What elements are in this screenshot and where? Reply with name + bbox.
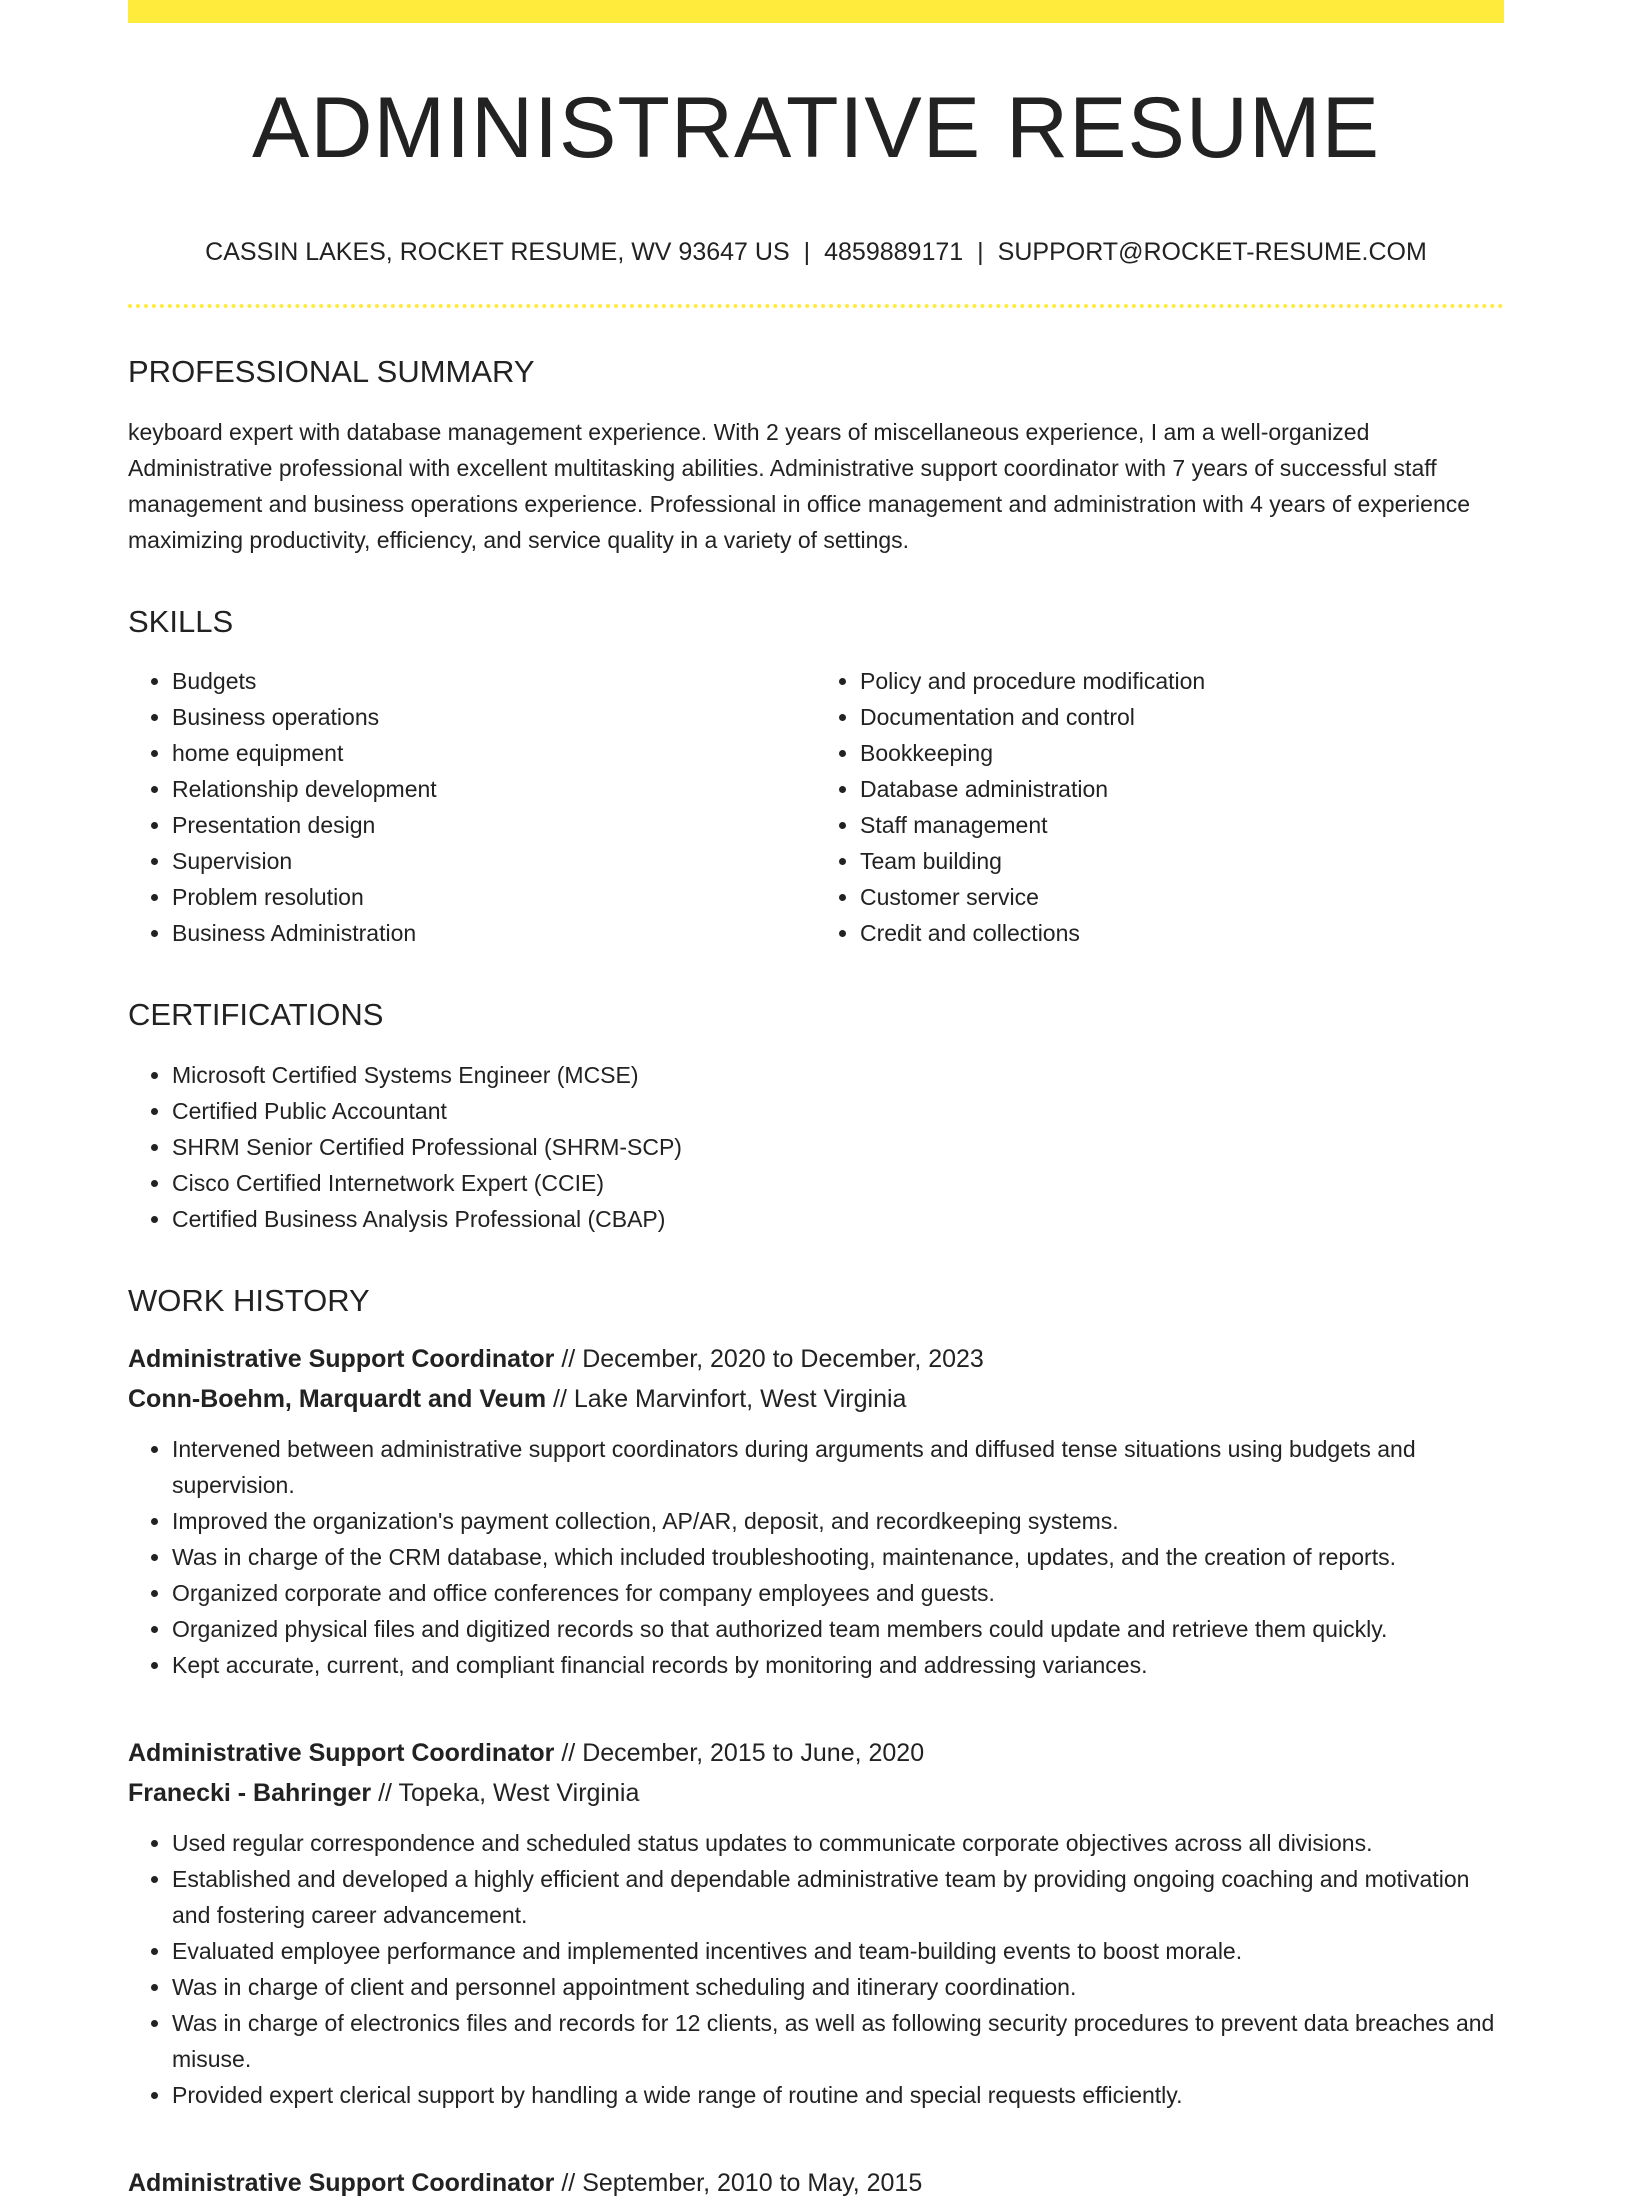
job-bullet: • Was in charge of the CRM database, which included troubleshooting, maintenance, updates, and the creation of reports.	[172, 1539, 1504, 1575]
skill-item: • Problem resolution	[172, 879, 816, 915]
contact-email: SUPPORT@ROCKET-RESUME.COM	[997, 237, 1427, 266]
accent-bar	[128, 0, 1504, 23]
skill-item: • Relationship development	[172, 771, 816, 807]
certification-item: • Cisco Certified Internetwork Expert (CCIE)	[172, 1165, 1504, 1201]
job-dates: // September, 2010 to May, 2015	[561, 2168, 923, 2197]
job-company-line	[128, 1773, 1504, 1813]
skills-grid	[128, 663, 1504, 951]
skill-item: • Policy and procedure modification	[860, 663, 1504, 699]
skill-item: • Customer service	[860, 879, 1504, 915]
job-bullet: • Provided expert clerical support by handling a wide range of routine and special requests efficiently.	[172, 2077, 1504, 2113]
job-bullet: • Organized physical files and digitized records so that authorized team members could update and retrieve them quickly.	[172, 1611, 1504, 1647]
job-bullet: • Used regular correspondence and scheduled status updates to communicate corporate objectives across all divisions.	[172, 1825, 1504, 1861]
job-title-line	[128, 1339, 1504, 1379]
job-bullet: • Evaluated employee performance and implemented incentives and team-building events to boost morale.	[172, 1933, 1504, 1969]
job-location: // Topeka, West Virginia	[378, 1778, 640, 1807]
summary-text: keyboard expert with database management experience. With 2 years of miscellaneous experience, I am a well-organized Administrative professional with excellent multitasking abilities. Administrative support coordinator with 7 years of successful staff management and business operations experience. Professional in office management and administration with 4 years of experience maximizing productivity, efficiency, and service quality in a variety of settings.	[128, 418, 1471, 553]
job-company: Conn-Boehm, Marquardt and Veum	[128, 1384, 547, 1413]
job-dates: // December, 2015 to June, 2020	[561, 1738, 925, 1767]
skill-item: • Bookkeeping	[860, 735, 1504, 771]
work-heading: WORK HISTORY	[128, 1283, 370, 1319]
job-entry	[128, 1733, 1504, 2113]
certifications-list	[128, 1057, 1504, 1237]
summary-heading: PROFESSIONAL SUMMARY	[128, 354, 535, 390]
job-bullets	[128, 1825, 1504, 2113]
dotted-divider	[128, 304, 1504, 308]
skill-item: • Documentation and control	[860, 699, 1504, 735]
skill-item: • Supervision	[172, 843, 816, 879]
contact-separator: |	[977, 237, 984, 266]
skill-item: • Budgets	[172, 663, 816, 699]
job-entry	[128, 1339, 1504, 1683]
skill-item: • Presentation design	[172, 807, 816, 843]
job-title: Administrative Support Coordinator	[128, 1344, 555, 1373]
job-bullet: • Kept accurate, current, and compliant financial records by monitoring and addressing variances.	[172, 1647, 1504, 1683]
certification-item: • Microsoft Certified Systems Engineer (MCSE)	[172, 1057, 1504, 1093]
job-bullet: • Was in charge of electronics files and records for 12 clients, as well as following security procedures to prevent data breaches and misuse.	[172, 2005, 1504, 2077]
job-company: Franecki - Bahringer	[128, 1778, 372, 1807]
job-entry	[128, 2163, 1504, 2203]
job-title-line	[128, 1733, 1504, 1773]
job-bullet: • Established and developed a highly efficient and dependable administrative team by providing ongoing coaching and motivation and fostering career advancement.	[172, 1861, 1504, 1933]
certification-item: • Certified Public Accountant	[172, 1093, 1504, 1129]
skill-item: • Database administration	[860, 771, 1504, 807]
job-title: Administrative Support Coordinator	[128, 2168, 555, 2197]
resume-title: ADMINISTRATIVE RESUME	[252, 80, 1380, 176]
job-title-line	[128, 2163, 1504, 2203]
skills-list-right	[816, 663, 1504, 951]
contact-separator: |	[803, 237, 811, 266]
contact-phone: 4859889171	[824, 237, 964, 266]
job-location: // Lake Marvinfort, West Virginia	[553, 1384, 907, 1413]
certifications-heading: CERTIFICATIONS	[128, 997, 384, 1033]
skill-item: • Staff management	[860, 807, 1504, 843]
skills-list-left	[128, 663, 816, 951]
job-bullet: • Was in charge of client and personnel appointment scheduling and itinerary coordination.	[172, 1969, 1504, 2005]
job-dates: // December, 2020 to December, 2023	[561, 1344, 984, 1373]
job-bullet: • Intervened between administrative support coordinators during arguments and diffused tense situations using budgets and supervision.	[172, 1431, 1504, 1503]
skill-item: • home equipment	[172, 735, 816, 771]
contact-address: CASSIN LAKES, ROCKET RESUME, WV 93647 US	[205, 237, 790, 266]
certification-item: • SHRM Senior Certified Professional (SHRM-SCP)	[172, 1129, 1504, 1165]
job-company-line	[128, 1379, 1504, 1419]
skill-item: • Business operations	[172, 699, 816, 735]
job-bullets	[128, 1431, 1504, 1683]
resume-page	[128, 0, 1504, 2203]
skill-item: • Credit and collections	[860, 915, 1504, 951]
certification-item: • Certified Business Analysis Professional (CBAP)	[172, 1201, 1504, 1237]
skills-heading: SKILLS	[128, 603, 234, 639]
contact-line	[128, 236, 1504, 269]
job-bullet: • Organized corporate and office conferences for company employees and guests.	[172, 1575, 1504, 1611]
job-title: Administrative Support Coordinator	[128, 1738, 555, 1767]
skill-item: • Business Administration	[172, 915, 816, 951]
skill-item: • Team building	[860, 843, 1504, 879]
job-bullet: • Improved the organization's payment collection, AP/AR, deposit, and recordkeeping systems.	[172, 1503, 1504, 1539]
